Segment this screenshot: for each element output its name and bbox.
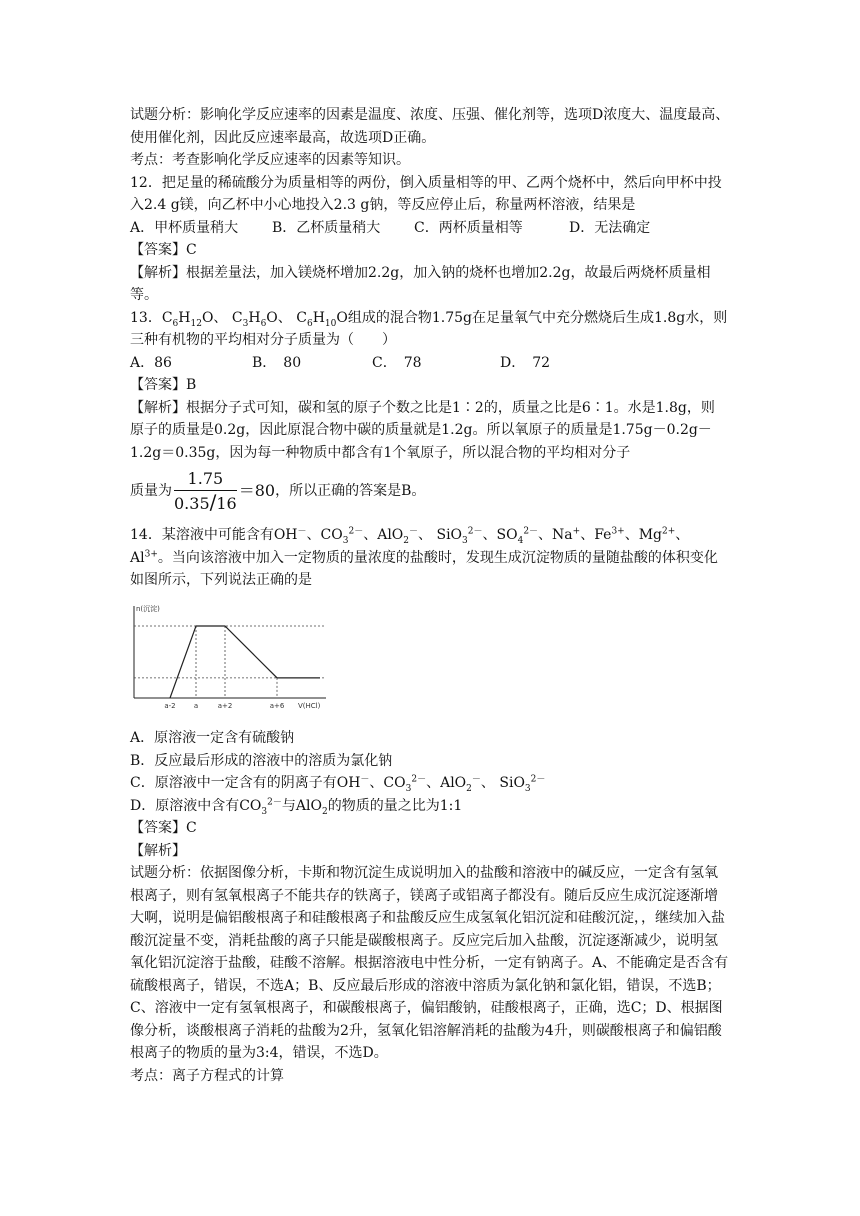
- q13-options: [130, 352, 730, 375]
- q14-analysis-title: 【解析】: [130, 842, 186, 859]
- q14-option-d: D．原溶液中含有$CO_3^{2-}$与AlO$_2$的物质的量之比为1:1: [130, 796, 463, 817]
- q14-point: 考点：离子方程式的计算: [130, 1067, 284, 1084]
- q14-option-b: B．反应最后形成的溶液中的溶质为氯化钠: [130, 752, 393, 769]
- q11-point: 考点：考查影响化学反应速率的因素等知识。: [130, 152, 410, 168]
- q13-analysis: 【解析】根据分子式可知，碳和氢的原子个数之比是1∶2的，质量之比是6∶1。水是1.8g，则 原子的质量是0.2g，因此原混合物中碳的质量就是1.2g。所以氧原子的质量是1.75g－0.2g－1.2g＝0.35g，因为每一种物质中都含有1个氧原子，所以混合物的平均相对分子: [130, 399, 729, 461]
- q14-answer: 【答案】C: [130, 820, 197, 836]
- q13-option-d: D． 72: [500, 354, 551, 371]
- series-line: [170, 626, 320, 698]
- q13-option-c: C． 78: [372, 354, 422, 371]
- q14-analysis: 试题分析：依据图像分析，卡斯和物沉淀生成说明加入的盐酸和溶液中的碱反应，一定含有氢氧根离子，则有氢氧根离子不能共存的铁离子，镁离子或铝离子都没有。随后反应生成沉淀逐渐增大啊，说明是偏铝酸根离子和硅酸根离子和盐酸反应生成氢氧化铝沉淀和硅酸沉淀，，继续加入盐酸沉淀量不变，消耗盐酸的离子只能是碳酸根离子。反应完后加入盐酸，沉淀逐渐减少，说明氢氧化铝沉淀溶于盐酸，硅酸不溶解。根据溶液电中性分析，一定有钠离子。A、不能确定是否含有硫酸根离子，错误，不选A；B、反应最后形成的溶液中溶质为氯化钠和氯化铝，错误，不选B；C、溶液中一定有氢氧根离子，和碳酸根离子，偏铝酸钠，硅酸根离子，正确，选C；D、根据图像分析，谈酸根离子消耗的盐酸为2升，氢氧化铝溶解消耗的盐酸为4升，则碳酸根离子和偏铝酸根离子的物质的量为3:4，错误，不选D。: [130, 865, 729, 1061]
- q14-option-c: C．原溶液中一定含有的阴离子有OH－、$CO_3^{2-}$、AlO$_2$－、 SiO$_3^{2-}$: [130, 774, 546, 794]
- fraction-denominator: 0.35∕16: [174, 489, 237, 514]
- q14-option-a: A．原溶液一定含有硫酸钠: [130, 730, 295, 746]
- q12-analysis: 【解析】根据差量法，加入镁烧杯增加2.2g，加入钠的烧杯也增加2.2g，故最后两烧杯质量相等。: [130, 264, 711, 303]
- q13-formula-line: [130, 464, 730, 518]
- x-axis-label: V(HCl): [298, 701, 321, 710]
- precipitate-chart: [130, 602, 330, 714]
- y-axis-label: n(沉淀): [136, 604, 160, 613]
- q12-option-b: B．乙杯质量稍大: [272, 219, 381, 236]
- q13-option-a: A．86: [130, 354, 172, 371]
- formula-prefix: 质量为: [130, 482, 172, 499]
- fraction: [174, 468, 237, 515]
- q12-option-a: A．甲杯质量稍大: [130, 219, 239, 236]
- guide-lines: [134, 626, 326, 698]
- x-tick-label: a: [193, 701, 199, 710]
- q12-option-d: D．无法确定: [569, 219, 651, 236]
- x-tick-labels: [164, 702, 284, 710]
- q12-stem: 12．把足量的稀硫酸分为质量相等的两份，倒入质量相等的甲、乙两个烧杯中，然后向甲杯中投入2.4 g镁，向乙杯中小心地投入2.3 g钠，等反应停止后，称量两杯溶液，结果是: [130, 174, 722, 213]
- q11-analysis: 试题分析：影响化学反应速率的因素是温度、浓度、压强、催化剂等，选项D浓度大、温度最高、使用催化剂，因此反应速率最高，故选项D正确。: [130, 107, 730, 146]
- document-page: [130, 104, 730, 1087]
- formula-equals: ＝80: [238, 480, 276, 500]
- q13-option-b: B． 80: [252, 354, 302, 371]
- x-tick-label: a-2: [164, 701, 176, 710]
- q12-option-c: C．两杯质量相等: [414, 219, 523, 236]
- q12-answer: 【答案】C: [130, 242, 197, 258]
- fraction-numerator: 1.75: [174, 468, 237, 491]
- q12-options: [130, 217, 730, 240]
- q14-stem: 14．某溶液中可能含有OH－、$CO_3^{2-}$、AlO$_2$－、 SiO$_3^{2-}$、$SO_4^{2-}$、Na+、$Fe^{3+}$、$Mg^{2+}$、$Al^{3+}$。当向该溶液中加入一定物质的量浓度的盐酸时，发现生成沉淀物质的量随盐酸的体积变化如图所示，下列说法正确的是: [130, 526, 718, 588]
- q13-answer: 【答案】B: [130, 377, 197, 393]
- x-tick-label: a+2: [217, 701, 233, 710]
- x-tick-label: a+6: [269, 701, 285, 710]
- q13-stem: 13．$C_6H_{12}O$、 $C_3H_6O$、 $C_6H_{10}O$组成的混合物1.75g在足量氧气中充分燃烧后生成1.8g水，则三种有机物的平均相对分子质量为（ ）: [130, 309, 728, 348]
- formula-suffix: ，所以正确的答案是B。: [275, 482, 426, 499]
